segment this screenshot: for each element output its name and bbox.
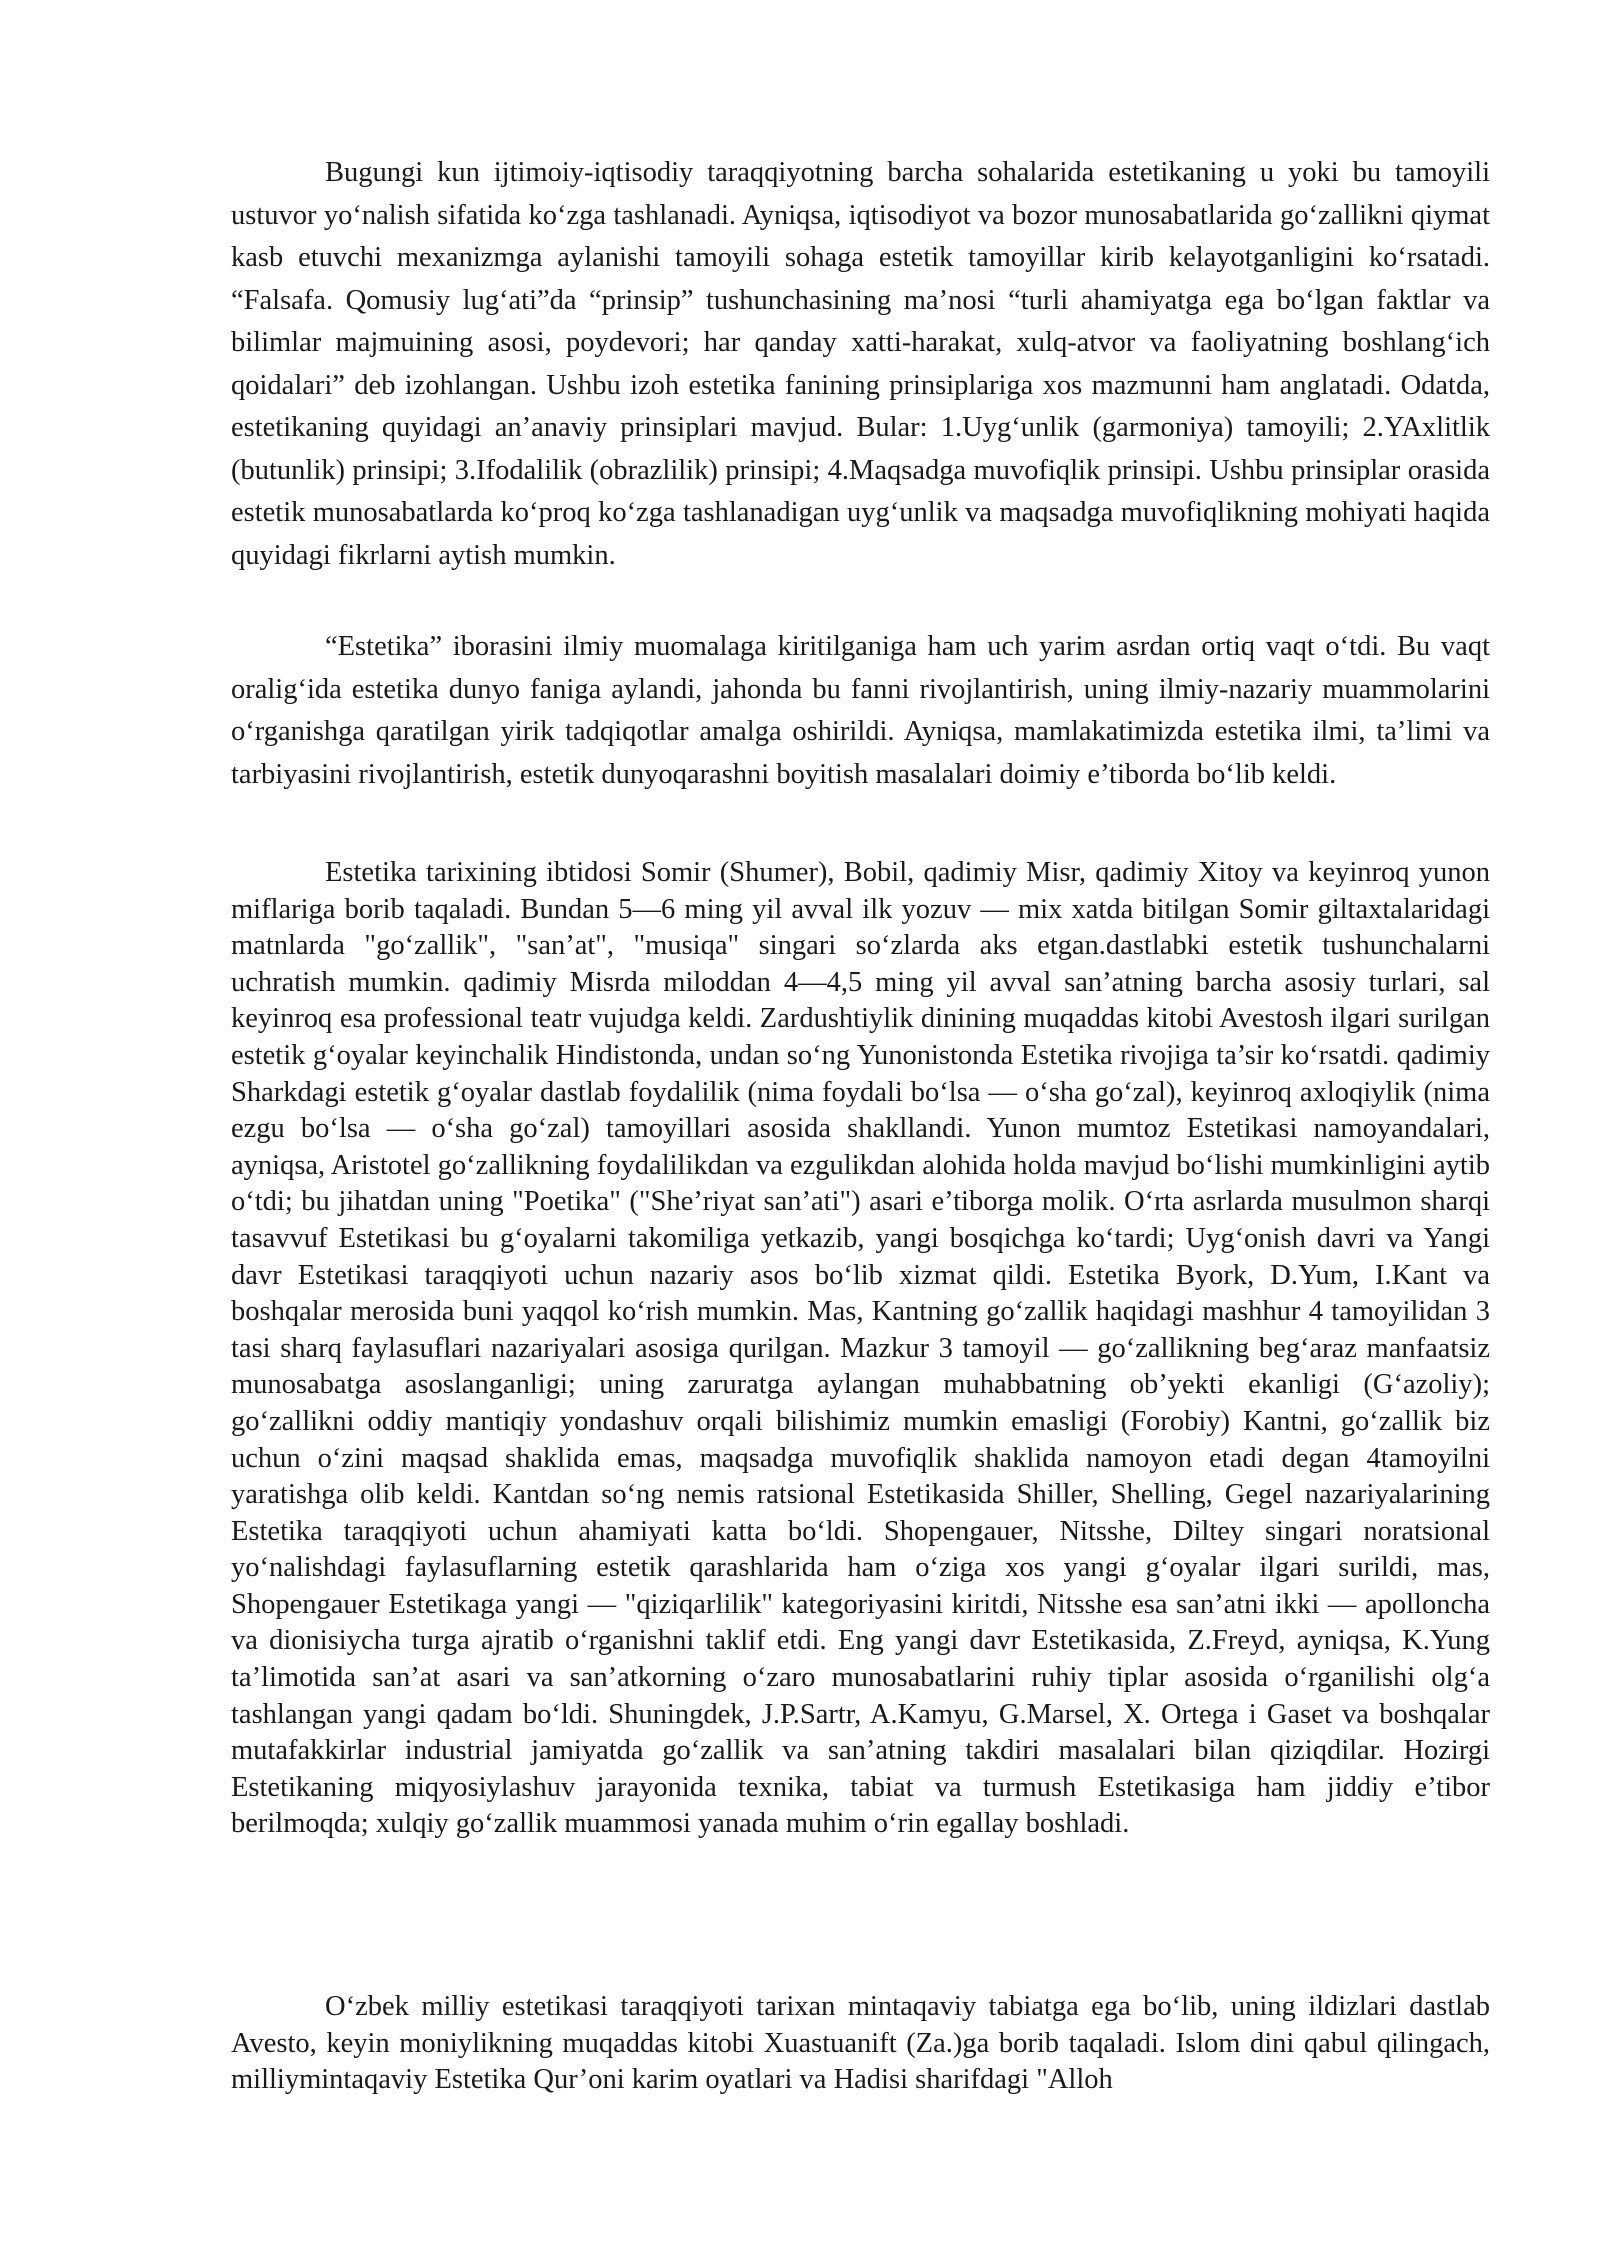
paragraph-text: O‘zbek milliy estetikasi taraqqiyoti tarixan mintaqaviy tabiatga ega bo‘lib, uning ildizlari dastlab Avesto, keyin moniylikning muqaddas kitobi Xuastuanift (Za.)ga borib taqaladi. Islom dini qabul qilingach, milliymintaqaviy Estetika Qur’oni karim oyatlari va Hadisi sharifdagi "Alloh	[231, 1991, 1490, 2096]
paragraph-principles	[231, 152, 1490, 577]
paragraph-text: Estetika tarixining ibtidosi Somir (Shumer), Bobil, qadimiy Misr, qadimiy Xitoy va keyinroq yunon miflariga borib taqaladi. Bundan 5—6 ming yil avval ilk yozuv — mix xatda bitilgan Somir giltaxtalaridagi matnlarda "go‘zallik", "san’at", "musiqa" singari so‘zlarda aks etgan.dastlabki estetik tushunchalarni uchratish mumkin. qadimiy Misrda miloddan 4—4,5 ming yil avval san’atning barcha asosiy turlari, sal keyinroq esa professional teatr vujudga keldi. Zardushtiylik dinining muqaddas kitobi Avestosh ilgari surilgan estetik g‘oyalar keyinchalik Hindistonda, undan so‘ng Yunonistonda Estetika rivojiga ta’sir ko‘rsatdi. qadimiy Sharkdagi estetik g‘oyalar dastlab foydalilik (nima foydali bo‘lsa — o‘sha go‘zal), keyinroq axloqiylik (nima ezgu bo‘lsa — o‘sha go‘zal) tamoyillari asosida shakllandi. Yunon mumtoz Estetikasi namoyandalari, ayniqsa, Aristotel go‘zallikning foydalilikdan va ezgulikdan alohida holda mavjud bo‘lishi mumkinligini aytib o‘tdi; bu jihatdan uning "Poetika" ("She’riyat san’ati") asari e’tiborga molik. O‘rta asrlarda musulmon sharqi tasavvuf Estetikasi bu g‘oyalarni takomiliga yetkazib, yangi bosqichga ko‘tardi; Uyg‘onish davri va Yangi davr Estetikasi taraqqiyoti uchun nazariy asos bo‘lib xizmat qildi. Estetika Byork, D.Yum, I.Kant va boshqalar merosida buni yaqqol ko‘rish mumkin. Mas, Kantning go‘zallik haqidagi mashhur 4 tamoyilidan 3 tasi sharq faylasuflari nazariyalari asosiga qurilgan. Mazkur 3 tamoyil — go‘zallikning beg‘araz manfaatsiz munosabatga asoslanganligi; uning zaruratga aylangan muhabbatning ob’yekti ekanligi (G‘azoliy); go‘zallikni oddiy mantiqiy yondashuv orqali bilishimiz mumkin emasligi (Forobiy) Kantni, go‘zallik biz uchun o‘zini maqsad shaklida emas, maqsadga muvofiqlik shaklida namoyon etadi degan 4tamoyilni yaratishga olib keldi. Kantdan so‘ng nemis ratsional Estetikasida Shiller, Shelling, Gegel nazariyalarining Estetika taraqqiyoti uchun ahamiyati katta bo‘ldi. Shopengauer, Nitsshe, Diltey singari noratsional yo‘nalishdagi faylasuflarning estetik qarashlarida ham o‘ziga xos yangi g‘oyalar ilgari surildi, mas, Shopengauer Estetikaga yangi — "qiziqarlilik" kategoriyasini kiritdi, Nitsshe esa san’atni ikki — apolloncha va dionisiycha turga ajratib o‘rganishni taklif etdi. Eng yangi davr Estetikasida, Z.Freyd, ayniqsa, K.Yung ta’limotida san’at asari va san’atkorning o‘zaro munosabatlarini ruhiy tiplar asosida o‘rganilishi olg‘a tashlangan yangi qadam bo‘ldi. Shuningdek, J.P.Sartr, A.Kamyu, G.Marsel, X. Ortega i Gaset va boshqalar mutafakkirlar industrial jamiyatda go‘zallik va san’atning takdiri masalalari bilan qiziqdilar. Hozirgi Estetikaning miqyosiylashuv jarayonida texnika, tabiat va turmush Estetikasiga ham jiddiy e’tibor berilmoqda; xulqiy go‘zallik muammosi yanada muhim o‘rin egallay boshladi.	[231, 857, 1490, 1840]
paragraph-uzbek-estetika	[231, 1989, 1490, 2099]
paragraph-text: Bugungi kun ijtimoiy-iqtisodiy taraqqiyotning barcha sohalarida estetikaning u yoki bu tamoyili ustuvor yo‘nalish sifatida ko‘zga tashlanadi. Ayniqsa, iqtisodiyot va bozor munosabatlarida go‘zallikni qiymat kasb etuvchi mexanizmga aylanishi tamoyili sohaga estetik tamoyillar kirib kelayotganligini ko‘rsatadi. “Falsafa. Qomusiy lug‘ati”da “prinsip” tushunchasining ma’nosi “turli ahamiyatga ega bo‘lgan faktlar va bilimlar majmuining asosi, poydevori; har qanday xatti-harakat, xulq-atvor va faoliyatning boshlang‘ich qoidalari” deb izohlangan. Ushbu izoh estetika fanining prinsiplariga xos mazmunni ham anglatadi. Odatda, estetikaning quyidagi an’anaviy prinsiplari mavjud. Bular: 1.Uyg‘unlik (garmoniya) tamoyili; 2.YAxlitlik (butunlik) prinsipi; 3.Ifodalilik (obrazlilik) prinsipi; 4.Maqsadga muvofiqlik prinsipi. Ushbu prinsiplar orasida estetik munosabatlarda ko‘proq ko‘zga tashlanadigan uyg‘unlik va maqsadga muvofiqlikning mohiyati haqida quyidagi fikrlarni aytish mumkin.	[231, 157, 1490, 571]
paragraph-history	[231, 855, 1490, 1843]
paragraph-estetika-term	[231, 626, 1490, 796]
paragraph-text: “Estetika” iborasini ilmiy muomalaga kiritilganiga ham uch yarim asrdan ortiq vaqt o‘tdi. Bu vaqt oralig‘ida estetika dunyo faniga aylandi, jahonda bu fanni rivojlantirish, uning ilmiy-nazariy muammolarini o‘rganishga qaratilgan yirik tadqiqotlar amalga oshirildi. Ayniqsa, mamlakatimizda estetika ilmi, ta’limi va tarbiyasini rivojlantirish, estetik dunyoqarashni boyitish masalalari doimiy e’tiborda bo‘lib keldi.	[231, 631, 1490, 790]
